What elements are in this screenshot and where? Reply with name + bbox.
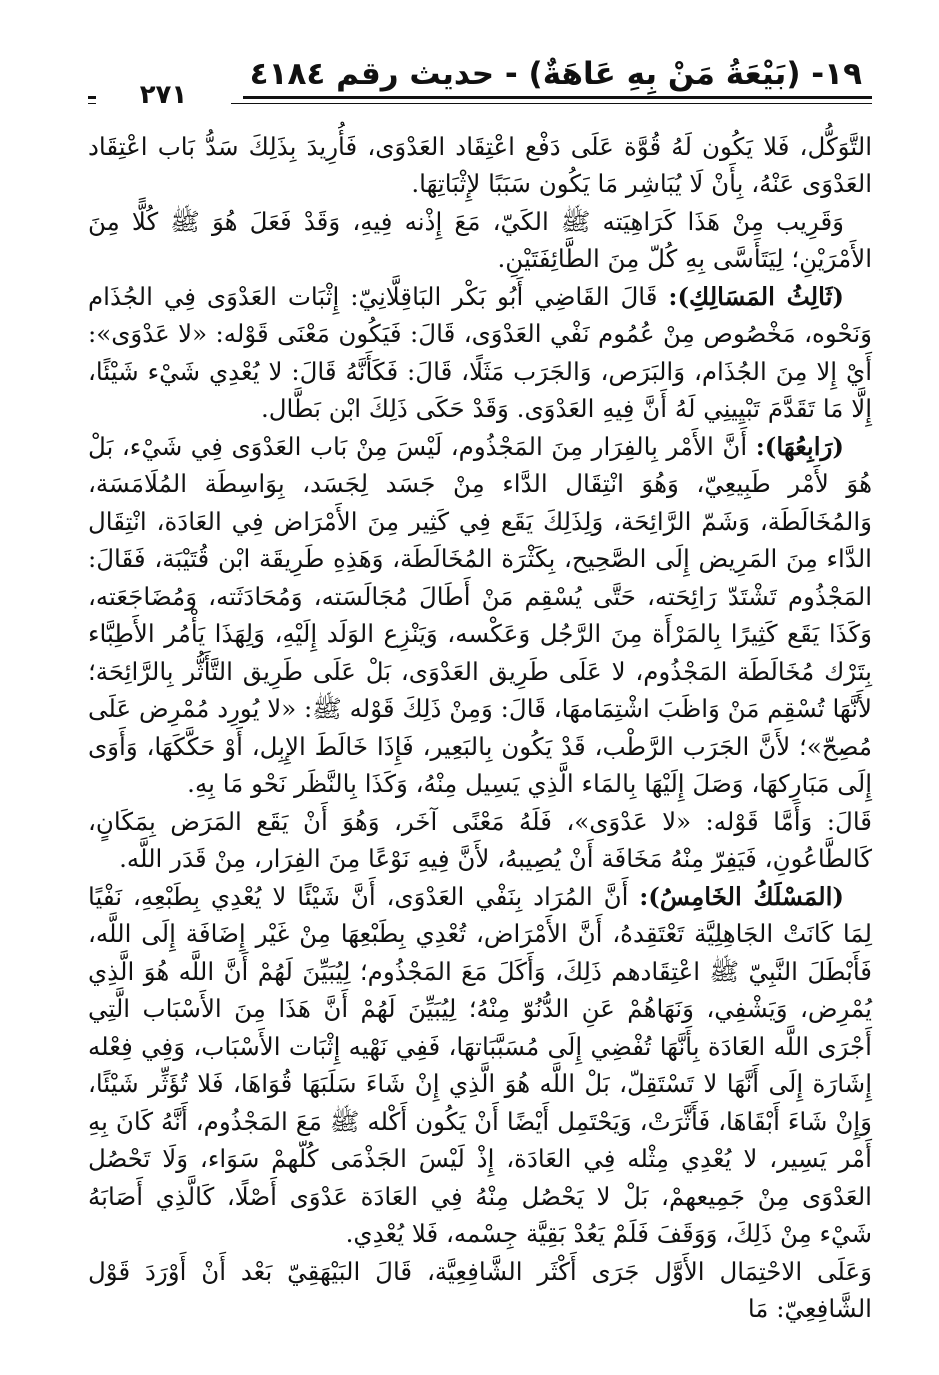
section-heading: (ثَالِثُ المَسَالِكِ):: [668, 281, 844, 311]
paragraph-text: أَنَّ المُرَاد بِنَفْي العَدْوَى، أَنَّ شَيْئًا لا يُعْدِي بِطَبْعِهِ، نَفْيًا لِمَا كَانَتْ الجَاهِلِيَّة تَعْتَقِدهُ، أَنَّ الأَمْرَاض، تُعْدِي بِطَبْعِهَا مِنْ غَيْر إِضَافَة إِلَى اللَّه، فَأَبْطَلَ النَّبِيّ ﷺ اعْتِقَادهم ذَلِكَ، وَأَكَلَ مَعَ المَجْذُوم؛ لِيُبَيِّنَ لَهُمْ أَنَّ اللَّه هُوَ الَّذِي يُمْرِض، وَيَشْفِي، وَنَهَاهُمْ عَنِ الدُّنُوّ مِنْهُ؛ لِيُبَيِّنَ لَهُمْ أَنَّ هَذَا مِنَ الأَسْبَاب الَّتِي أَجْرَى اللَّه العَادَة بِأَنَّهَا تُفْضِي إِلَى مُسَبَّبَاتهَا، فَفِي نَهْيه إِثْبَات الأَسْبَاب، وَفِي فِعْله إِشَارَة إِلَى أَنَّهَا لا تَسْتَقِلّ، بَلْ اللَّه هُوَ الَّذِي إِنْ شَاءَ سَلَبَهَا قُوَاهَا، فَلا تُؤَثِّر شَيْئًا، وَإِنْ شَاءَ أَبْقَاهَا، فَأَثَّرَتْ، وَيَحْتَمِل أَيْضًا أَنْ يَكُون أَكْله ﷺ مَعَ المَجْذُوم، أَنَّهُ كَانَ بِهِ أَمْر يَسِير، لا يُعْدِي مِثْله فِي العَادَة، إِذْ لَيْسَ الجَذْمَى كُلّهمْ سَوَاء، وَلَا تَحْصُل العَدْوَى مِنْ جَمِيعهمْ، بَلْ لا يَحْصُل مِنْهُ فِي العَادَة عَدْوَى أَصْلًا، كَالَّذِي أَصَابَهُ شَيْء مِنْ ذَلِكَ، وَوَقَفَ فَلَمْ يَعُدْ بَقِيَّة جِسْمه، فَلا يُعْدِي.: [88, 881, 872, 1249]
paragraph: [88, 803, 872, 878]
paragraph: [88, 1253, 872, 1328]
paragraph: [88, 128, 872, 203]
paragraph-text: قَالَ: وَأَمَّا قَوْله: «لا عَدْوَى»، فَلَهُ مَعْنًى آخَر، وَهُوَ أَنْ يَقَع المَرَض بِمَكَانٍ، كَالطَّاعُونِ، فَيَفِرّ مِنْهُ مَخَافَة أَنْ يُصِيبهُ، لأَنَّ فِيهِ نَوْعًا مِنَ الفِرَار، مِنْ قَدَر اللَّه.: [88, 806, 872, 874]
paragraph: [88, 878, 872, 1253]
paragraph-text: قَالَ القَاضِي أَبُو بَكْر البَاقِلَّانِيّ: إِثْبَات العَدْوَى فِي الجُذَام وَنَحْوه، مَخْصُوص مِنْ عُمُوم نَفْي العَدْوَى، قَالَ: فَيَكُون مَعْنَى قَوْله: «لا عَدْوَى»: أَيْ إِلا مِنَ الجُذَام، وَالبَرَص، وَالجَرَب مَثَلًا، قَالَ: فَكَأَنَّهُ قَالَ: لا يُعْدِي شَيْء شَيْئًا، إِلَّا مَا تَقَدَّمَ تَبْيِينِي لَهُ أَنَّ فِيهِ العَدْوَى. وَقَدْ حَكَى ذَلِكَ ابْن بَطَّال.: [88, 281, 872, 424]
header-rule-thick: [243, 96, 872, 99]
page-header: [88, 52, 872, 112]
chapter-title: ١٩- (بَيْعَةُ مَنْ بِهِ عَاهَةٌ) - حديث رقم ٤١٨٤: [249, 56, 862, 92]
paragraph-text: التَّوَكُّل، فَلا يَكُون لَهُ قُوَّة عَلَى دَفْع اعْتِقَاد العَدْوَى، فَأُرِيدَ بِذَلِكَ سَدُّ بَاب اعْتِقَاد العَدْوَى عَنْهُ، بِأَنْ لَا يُبَاشِر مَا يَكُون سَبَبًا لإِثْبَاتِهَا.: [88, 132, 872, 199]
paragraph-text: أَنَّ الأَمْر بِالفِرَار مِنَ المَجْذُوم، لَيْسَ مِنْ بَاب العَدْوَى فِي شَيْء، بَلْ هُوَ لأَمْر طَبِيعِيّ، وَهُوَ انْتِقَال الدَّاء مِنْ جَسَد لِجَسَد، بِوَاسِطَة المُلَامَسَة، وَالمُخَالَطَة، وَشَمّ الرَّائِحَة، وَلِذَلِكَ يَقَع فِي كَثِير مِنَ الأَمْرَاض فِي العَادَة، انْتِقَال الدَّاء مِنَ المَرِيض إِلَى الصَّحِيح، بِكَثْرَة المُخَالَطَة، وَهَذِهِ طَرِيقَة ابْن قُتَيْبَة، فَقَالَ: المَجْذُوم تَشْتَدّ رَائِحَته، حَتَّى يُسْقِم مَنْ أَطَالَ مُجَالَسَته، وَمُحَادَثَته، وَمُضَاجَعَته، وَكَذَا يَقَع كَثِيرًا بِالمَرْأَة مِنَ الرَّجُل وَعَكْسه، وَيَنْزِع الوَلَد إِلَيْهِ، وَلِهَذَا يَأْمُر الأَطِبَّاء بِتَرْك مُخَالَطَة المَجْذُوم، لا عَلَى طَرِيق العَدْوَى، بَلْ عَلَى طَرِيق التَّأَثُّر بِالرَّائِحَة؛ لأَنَّهَا تُسْقِم مَنْ وَاظَبَ اشْتِمَامهَا، قَالَ: وَمِنْ ذَلِكَ قَوْله ﷺ: «لا يُورِد مُمْرِض عَلَى مُصِحّ»؛ لأَنَّ الجَرَب الرَّطْب، قَدْ يَكُون بِالبَعِير، فَإِذَا خَالَطَ الإِبِل، أَوْ حَكَّكَهَا، وَأَوَى إِلَى مَبَارِكهَا، وَصَلَ إِلَيْهَا بِالمَاء الَّذِي يَسِيل مِنْهُ، وَكَذَا بِالنَّظَر نَحْو مَا بِهِ.: [88, 431, 872, 799]
paragraph: [88, 278, 872, 428]
page-number: ٢٧١: [96, 80, 231, 110]
paragraph: [88, 203, 872, 278]
paragraph-text: وَقَرِيب مِنْ هَذَا كَرَاهِيَته ﷺ الكَيّ، مَعَ إِذْنه فِيهِ، وَقَدْ فَعَلَ هُوَ ﷺ كُلًّا مِنَ الأَمْرَيْنِ؛ لِيَتَأَسَّى بِهِ كُلّ مِنَ الطَّائِفَتَيْنِ.: [88, 206, 872, 274]
body-text: [88, 128, 872, 1328]
page-number-rule: [88, 96, 96, 99]
paragraph-text: وَعَلَى الاحْتِمَال الأَوَّل جَرَى أَكْثَر الشَّافِعِيَّة، قَالَ البَيْهَقِيّ بَعْد أَنْ أَوْرَدَ قَوْل الشَّافِعِيّ: مَا: [88, 1256, 872, 1324]
paragraph: [88, 428, 872, 803]
section-heading: (رَابِعُهَا):: [755, 431, 844, 461]
section-heading: (المَسْلَكُ الخَامِسُ):: [639, 881, 845, 911]
